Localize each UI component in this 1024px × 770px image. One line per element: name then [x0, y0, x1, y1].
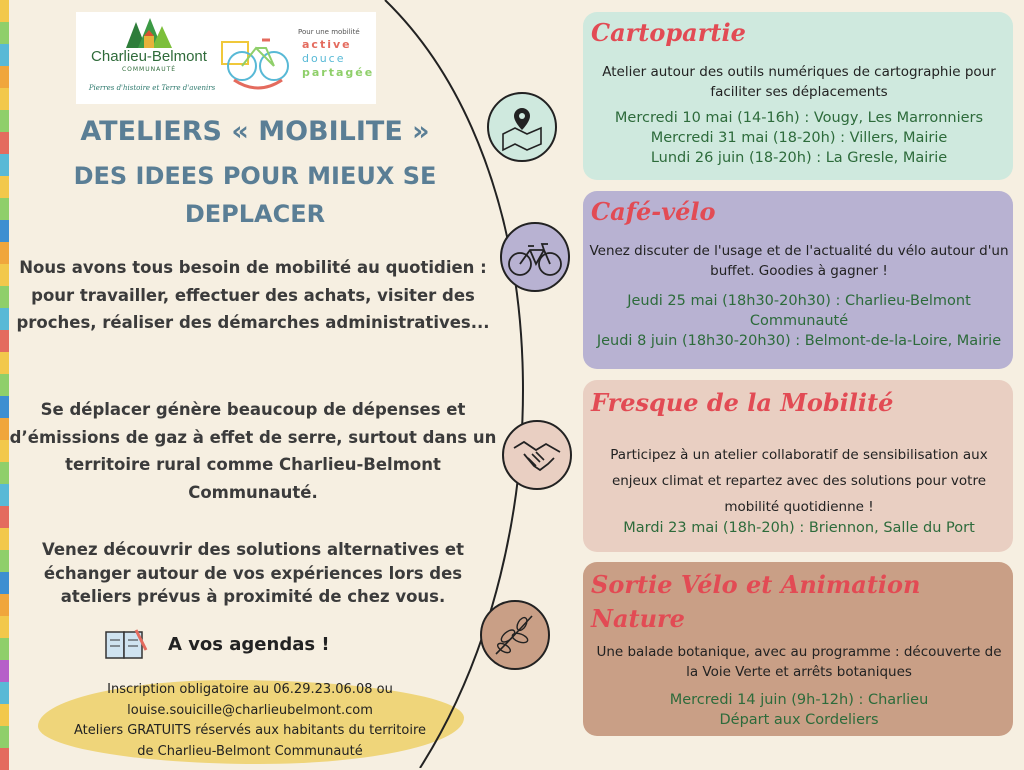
schedule-item: Mardi 23 mai (18h-20h) : Briennon, Salle du Port	[623, 520, 975, 536]
logo-tagline: Pierres d'histoire et Terre d'avenirs	[88, 84, 216, 92]
leaves-icon	[480, 600, 550, 670]
logo-word-active: active	[302, 38, 352, 51]
card-cartopartie	[583, 12, 1013, 180]
logo-mobility-pre: Pour une mobilité	[298, 28, 360, 36]
card-schedule	[589, 291, 1009, 351]
inscription-line-4: de Charlieu-Belmont Communauté	[137, 743, 363, 759]
agenda-label: A vos agendas !	[168, 634, 330, 655]
inscription-line-1: Inscription obligatoire au 06.29.23.06.08 ou	[107, 682, 393, 697]
subtitle-line-2: DEPLACER	[184, 200, 326, 228]
handshake-icon	[502, 420, 572, 490]
schedule-item: Jeudi 25 mai (18h30-20h30) : Charlieu-Belmont Communauté	[627, 293, 971, 329]
intro-paragraph-1: Nous avons tous besoin de mobilité au quotidien : pour travailler, effectuer des achats, visiter des proches, réaliser des démarches administratives...	[16, 258, 490, 332]
schedule-item: Mercredi 10 mai (14-16h) : Vougy, Les Marronniers	[614, 110, 984, 126]
card-schedule	[589, 518, 1009, 538]
schedule-item: Lundi 26 juin (18-20h) : La Gresle, Mairie	[650, 150, 948, 166]
card-description: Une balade botanique, avec au programme : découverte de la Voie Verte et arrêts botaniques	[596, 644, 1002, 680]
card-title: Fresque de la Mobilité	[591, 388, 894, 417]
schedule-item: Jeudi 8 juin (18h30-20h30) : Belmont-de-la-Loire, Mairie	[596, 333, 1002, 349]
logo-word-partagee: partagée	[302, 66, 375, 79]
inscription-email[interactable]: louise.souicille@charlieubelmont.com	[127, 702, 373, 718]
logo-name: Charlieu-Belmont	[91, 48, 207, 65]
card-description: Atelier autour des outils numériques de cartographie pour faciliter ses déplacements	[602, 64, 996, 100]
logo-word-douce: douce	[302, 52, 346, 65]
schedule-item: Mercredi 14 juin (9h-12h) : Charlieu	[669, 692, 929, 708]
card-description: Participez à un atelier collaboratif de sensibilisation aux enjeux climat et repartez avec des solutions pour votre mobilité quotidienne !	[610, 447, 988, 515]
page-title: ATELIERS « MOBILITE »	[80, 116, 430, 147]
card-schedule	[589, 108, 1009, 168]
card-title: Cartopartie	[591, 18, 746, 47]
card-title: Café-vélo	[591, 197, 716, 226]
logo-subname: COMMUNAUTÉ	[121, 66, 177, 73]
subtitle-line-1: DES IDEES POUR MIEUX SE	[73, 162, 437, 190]
bicycle-icon	[500, 222, 570, 292]
card-fresque-mobilite	[583, 380, 1013, 552]
map-pin-icon	[487, 92, 557, 162]
schedule-item: Départ aux Cordeliers	[719, 712, 879, 728]
card-cafe-velo	[583, 191, 1013, 369]
card-title: Sortie Vélo et Animation Nature	[591, 570, 921, 633]
intro-paragraph-3: Venez découvrir des solutions alternatives et échanger autour de vos expériences lors des ateliers prévus à proximité de chez vous.	[42, 540, 464, 606]
card-schedule	[589, 690, 1009, 730]
card-description: Venez discuter de l'usage et de l'actualité du vélo autour d'un buffet. Goodies à gagner !	[589, 243, 1009, 279]
inscription-line-3: Ateliers GRATUITS réservés aux habitants du territoire	[74, 723, 426, 738]
intro-paragraph-2: Se déplacer génère beaucoup de dépenses et d’émissions de gaz à effet de serre, surtout dans un territoire rural comme Charlieu-Belmont Communauté.	[9, 400, 497, 502]
card-sortie-velo	[583, 562, 1013, 736]
schedule-item: Mercredi 31 mai (18-20h) : Villers, Mairie	[650, 130, 948, 146]
